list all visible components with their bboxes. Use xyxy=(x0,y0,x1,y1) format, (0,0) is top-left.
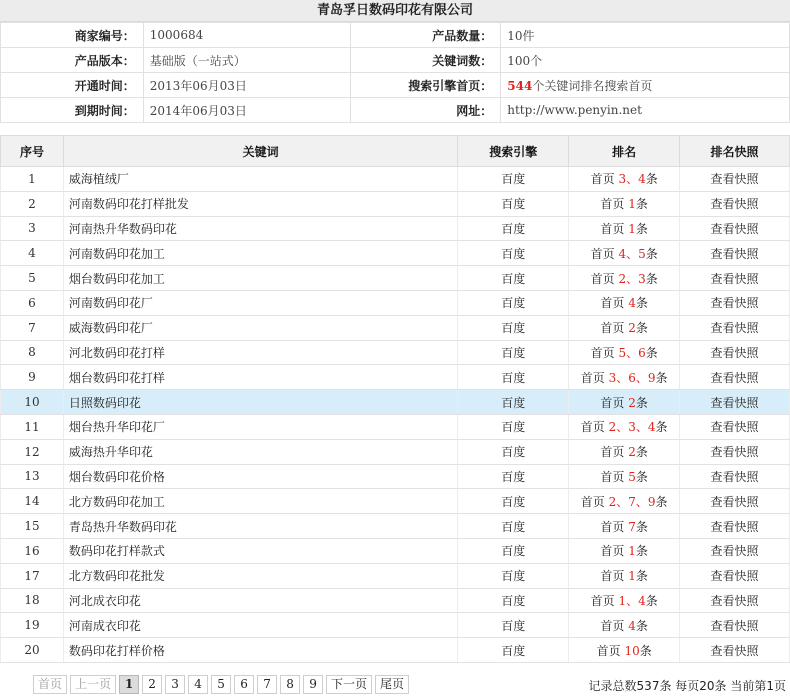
rank-cell xyxy=(569,390,680,415)
rank-suffix: 条 xyxy=(645,271,658,286)
row-number: 3 xyxy=(1,216,64,241)
header-keyword: 关键词 xyxy=(63,136,457,167)
rank-prefix: 首页 xyxy=(580,370,605,385)
search-engine-cell: 百度 xyxy=(458,241,569,266)
search-engine-cell: 百度 xyxy=(458,489,569,514)
rank-prefix: 首页 xyxy=(590,593,615,608)
header-snapshot: 排名快照 xyxy=(680,136,790,167)
search-engine-cell: 百度 xyxy=(458,439,569,464)
rank-positions: 1 xyxy=(628,221,636,236)
table-row xyxy=(1,538,790,563)
row-number: 1 xyxy=(1,167,64,192)
view-snapshot-link[interactable]: 查看快照 xyxy=(680,266,790,291)
rank-suffix: 条 xyxy=(635,469,648,484)
rank-positions: 4 xyxy=(628,296,636,311)
info-label: 商家编号： xyxy=(1,23,144,48)
rank-prefix: 首页 xyxy=(590,246,615,261)
row-number: 7 xyxy=(1,315,64,340)
view-snapshot-link[interactable]: 查看快照 xyxy=(680,191,790,216)
table-row xyxy=(1,216,790,241)
info-row xyxy=(1,98,790,123)
search-engine-cell: 百度 xyxy=(458,390,569,415)
view-snapshot-link[interactable]: 查看快照 xyxy=(680,538,790,563)
rank-suffix: 条 xyxy=(635,445,648,460)
rank-positions: 2 xyxy=(628,445,636,460)
view-snapshot-link[interactable]: 查看快照 xyxy=(680,613,790,638)
info-row xyxy=(1,73,790,98)
rank-positions: 2、7、9 xyxy=(608,494,656,509)
table-row xyxy=(1,613,790,638)
rank-prefix: 首页 xyxy=(580,494,605,509)
row-number: 13 xyxy=(1,464,64,489)
table-row xyxy=(1,365,790,390)
table-row xyxy=(1,514,790,539)
rank-cell xyxy=(569,613,680,638)
row-number: 19 xyxy=(1,613,64,638)
table-row xyxy=(1,464,790,489)
keyword-cell: 北方数码印花加工 xyxy=(63,489,457,514)
table-row xyxy=(1,340,790,365)
view-snapshot-link[interactable]: 查看快照 xyxy=(680,439,790,464)
search-engine-cell: 百度 xyxy=(458,588,569,613)
info-label: 产品数量： xyxy=(351,23,501,48)
search-engine-cell: 百度 xyxy=(458,191,569,216)
rank-positions: 2 xyxy=(628,395,636,410)
rank-cell xyxy=(569,464,680,489)
next-page-button[interactable]: 下一页 xyxy=(326,675,372,694)
rank-suffix: 条 xyxy=(635,618,648,633)
info-value: 2013年06月03日 xyxy=(143,73,351,98)
search-engine-cell: 百度 xyxy=(458,414,569,439)
last-page-button[interactable]: 尾页 xyxy=(375,675,409,694)
view-snapshot-link[interactable]: 查看快照 xyxy=(680,290,790,315)
first-page-button[interactable]: 首页 xyxy=(33,675,67,694)
view-snapshot-link[interactable]: 查看快照 xyxy=(680,638,790,663)
rank-suffix: 条 xyxy=(655,494,668,509)
rank-prefix: 首页 xyxy=(600,445,625,460)
info-label: 产品版本： xyxy=(1,48,144,73)
keyword-cell: 河南成衣印花 xyxy=(63,613,457,638)
page-number-button[interactable]: 7 xyxy=(257,675,277,694)
table-row xyxy=(1,241,790,266)
rank-cell xyxy=(569,315,680,340)
info-label: 关键词数： xyxy=(351,48,501,73)
pagination xyxy=(33,675,409,695)
rank-prefix: 首页 xyxy=(600,296,625,311)
rank-prefix: 首页 xyxy=(590,345,615,360)
rank-cell xyxy=(569,588,680,613)
keyword-cell: 河南数码印花厂 xyxy=(63,290,457,315)
table-header-row xyxy=(1,136,790,167)
row-number: 14 xyxy=(1,489,64,514)
rank-cell xyxy=(569,638,680,663)
rank-cell xyxy=(569,191,680,216)
rank-positions: 4、5 xyxy=(618,246,646,261)
rank-suffix: 条 xyxy=(655,420,668,435)
search-engine-cell: 百度 xyxy=(458,340,569,365)
page-number-button[interactable]: 5 xyxy=(211,675,231,694)
rank-prefix: 首页 xyxy=(590,172,615,187)
rank-suffix: 条 xyxy=(645,593,658,608)
rank-prefix: 首页 xyxy=(600,469,625,484)
keyword-cell: 威海热升华印花 xyxy=(63,439,457,464)
rank-prefix: 首页 xyxy=(596,643,621,658)
rank-positions: 4 xyxy=(628,618,636,633)
info-value xyxy=(501,73,790,98)
keyword-cell: 河南热升华数码印花 xyxy=(63,216,457,241)
rank-positions: 3、4 xyxy=(618,172,646,187)
rank-prefix: 首页 xyxy=(600,197,625,212)
rank-suffix: 条 xyxy=(639,643,652,658)
search-engine-cell: 百度 xyxy=(458,613,569,638)
keyword-cell: 青岛热升华数码印花 xyxy=(63,514,457,539)
prev-page-button[interactable]: 上一页 xyxy=(70,675,116,694)
search-engine-cell: 百度 xyxy=(458,216,569,241)
search-engine-cell: 百度 xyxy=(458,266,569,291)
page-number-button[interactable]: 3 xyxy=(165,675,185,694)
info-value-text: 10件 xyxy=(507,28,535,43)
view-snapshot-link[interactable]: 查看快照 xyxy=(680,365,790,390)
rank-cell xyxy=(569,439,680,464)
search-engine-cell: 百度 xyxy=(458,365,569,390)
row-number: 2 xyxy=(1,191,64,216)
row-number: 20 xyxy=(1,638,64,663)
rank-suffix: 条 xyxy=(635,519,648,534)
info-value: 基础版（一站式） xyxy=(143,48,351,73)
table-row xyxy=(1,638,790,663)
rank-prefix: 首页 xyxy=(600,618,625,633)
rank-suffix: 条 xyxy=(635,395,648,410)
view-snapshot-link[interactable]: 查看快照 xyxy=(680,390,790,415)
rank-cell xyxy=(569,538,680,563)
rank-prefix: 首页 xyxy=(580,420,605,435)
search-engine-cell: 百度 xyxy=(458,638,569,663)
page-number-button[interactable]: 8 xyxy=(280,675,300,694)
row-number: 17 xyxy=(1,563,64,588)
keyword-cell: 日照数码印花 xyxy=(63,390,457,415)
merchant-info-table xyxy=(0,22,790,123)
info-value xyxy=(501,23,790,48)
search-engine-cell: 百度 xyxy=(458,464,569,489)
search-engine-cell: 百度 xyxy=(458,538,569,563)
header-rank: 排名 xyxy=(569,136,680,167)
rank-cell xyxy=(569,290,680,315)
row-number: 11 xyxy=(1,414,64,439)
view-snapshot-link[interactable]: 查看快照 xyxy=(680,167,790,192)
rank-positions: 7 xyxy=(628,519,636,534)
keyword-ranking-table xyxy=(0,135,790,663)
search-engine-cell: 百度 xyxy=(458,315,569,340)
table-row xyxy=(1,588,790,613)
rank-positions: 1、4 xyxy=(618,593,646,608)
row-number: 5 xyxy=(1,266,64,291)
rank-positions: 1 xyxy=(628,197,636,212)
search-engine-cell: 百度 xyxy=(458,167,569,192)
rank-positions: 2 xyxy=(628,321,636,336)
row-number: 12 xyxy=(1,439,64,464)
rank-prefix: 首页 xyxy=(590,271,615,286)
view-snapshot-link[interactable]: 查看快照 xyxy=(680,514,790,539)
rank-cell xyxy=(569,241,680,266)
page-number-button[interactable]: 6 xyxy=(234,675,254,694)
rank-positions: 2、3、4 xyxy=(608,420,656,435)
rank-positions: 5 xyxy=(628,469,636,484)
row-number: 6 xyxy=(1,290,64,315)
rank-cell xyxy=(569,216,680,241)
rank-cell xyxy=(569,365,680,390)
keyword-cell: 威海植绒厂 xyxy=(63,167,457,192)
row-number: 10 xyxy=(1,390,64,415)
keyword-cell: 数码印花打样款式 xyxy=(63,538,457,563)
rank-prefix: 首页 xyxy=(600,519,625,534)
view-snapshot-link[interactable]: 查看快照 xyxy=(680,414,790,439)
rank-positions: 2、3 xyxy=(618,271,646,286)
rank-positions: 10 xyxy=(624,643,640,658)
table-row xyxy=(1,439,790,464)
table-row xyxy=(1,290,790,315)
info-value-text: 100个 xyxy=(507,53,543,68)
info-row xyxy=(1,23,790,48)
rank-suffix: 条 xyxy=(635,569,648,584)
info-value-text: 个关键词排名搜索首页 xyxy=(532,78,653,93)
row-number: 16 xyxy=(1,538,64,563)
rank-prefix: 首页 xyxy=(600,321,625,336)
search-engine-cell: 百度 xyxy=(458,290,569,315)
company-title: 青岛孚日数码印花有限公司 xyxy=(0,0,790,22)
rank-suffix: 条 xyxy=(635,296,648,311)
rank-suffix: 条 xyxy=(635,544,648,559)
rank-suffix: 条 xyxy=(655,370,668,385)
keyword-cell: 烟台数码印花打样 xyxy=(63,365,457,390)
rank-suffix: 条 xyxy=(635,221,648,236)
keyword-cell: 烟台数码印花价格 xyxy=(63,464,457,489)
pagination-summary: 记录总数537条 每页20条 当前第1页 xyxy=(588,679,786,693)
rank-cell xyxy=(569,563,680,588)
rank-prefix: 首页 xyxy=(600,569,625,584)
rank-positions: 1 xyxy=(628,544,636,559)
row-number: 8 xyxy=(1,340,64,365)
rank-positions: 3、6、9 xyxy=(608,370,656,385)
info-label: 网址： xyxy=(351,98,501,123)
keyword-cell: 河北成衣印花 xyxy=(63,588,457,613)
rank-cell xyxy=(569,340,680,365)
rank-cell xyxy=(569,514,680,539)
keyword-cell: 烟台数码印花加工 xyxy=(63,266,457,291)
page-number-button[interactable]: 2 xyxy=(142,675,162,694)
row-number: 9 xyxy=(1,365,64,390)
info-value: 1000684 xyxy=(143,23,351,48)
row-number: 18 xyxy=(1,588,64,613)
rank-cell xyxy=(569,489,680,514)
homepage-keyword-count: 544 xyxy=(507,78,533,93)
info-row xyxy=(1,48,790,73)
info-label: 到期时间： xyxy=(1,98,144,123)
rank-suffix: 条 xyxy=(645,172,658,187)
view-snapshot-link[interactable]: 查看快照 xyxy=(680,588,790,613)
rank-cell xyxy=(569,266,680,291)
keyword-cell: 数码印花打样价格 xyxy=(63,638,457,663)
keyword-cell: 烟台热升华印花厂 xyxy=(63,414,457,439)
rank-cell xyxy=(569,167,680,192)
info-label: 搜索引擎首页： xyxy=(351,73,501,98)
page-number-button[interactable]: 4 xyxy=(188,675,208,694)
view-snapshot-link[interactable]: 查看快照 xyxy=(680,563,790,588)
keyword-cell: 北方数码印花批发 xyxy=(63,563,457,588)
rank-suffix: 条 xyxy=(645,345,658,360)
keyword-cell: 威海数码印花厂 xyxy=(63,315,457,340)
rank-suffix: 条 xyxy=(635,197,648,212)
row-number: 4 xyxy=(1,241,64,266)
rank-positions: 1 xyxy=(628,569,636,584)
view-snapshot-link[interactable]: 查看快照 xyxy=(680,489,790,514)
rank-prefix: 首页 xyxy=(600,544,625,559)
view-snapshot-link[interactable]: 查看快照 xyxy=(680,340,790,365)
page-number-button[interactable]: 1 xyxy=(119,675,139,694)
table-row xyxy=(1,489,790,514)
rank-cell xyxy=(569,414,680,439)
table-row xyxy=(1,563,790,588)
rank-positions: 5、6 xyxy=(618,345,646,360)
view-snapshot-link[interactable]: 查看快照 xyxy=(680,241,790,266)
info-value xyxy=(501,98,790,123)
rank-prefix: 首页 xyxy=(600,395,625,410)
info-value: 2014年06月03日 xyxy=(143,98,351,123)
rank-suffix: 条 xyxy=(635,321,648,336)
view-snapshot-link[interactable]: 查看快照 xyxy=(680,464,790,489)
keyword-cell: 河北数码印花打样 xyxy=(63,340,457,365)
keyword-cell: 河南数码印花加工 xyxy=(63,241,457,266)
info-value xyxy=(501,48,790,73)
view-snapshot-link[interactable]: 查看快照 xyxy=(680,216,790,241)
header-no: 序号 xyxy=(1,136,64,167)
page-number-button[interactable]: 9 xyxy=(303,675,323,694)
search-engine-cell: 百度 xyxy=(458,514,569,539)
website-url[interactable]: http://www.penyin.net xyxy=(507,103,642,117)
view-snapshot-link[interactable]: 查看快照 xyxy=(680,315,790,340)
rank-prefix: 首页 xyxy=(600,221,625,236)
row-number: 15 xyxy=(1,514,64,539)
search-engine-cell: 百度 xyxy=(458,563,569,588)
table-row xyxy=(1,414,790,439)
info-label: 开通时间： xyxy=(1,73,144,98)
table-row xyxy=(1,167,790,192)
table-row xyxy=(1,191,790,216)
header-search-engine: 搜索引擎 xyxy=(458,136,569,167)
table-row xyxy=(1,266,790,291)
keyword-cell: 河南数码印花打样批发 xyxy=(63,191,457,216)
table-row xyxy=(1,315,790,340)
table-row xyxy=(1,390,790,415)
rank-suffix: 条 xyxy=(645,246,658,261)
